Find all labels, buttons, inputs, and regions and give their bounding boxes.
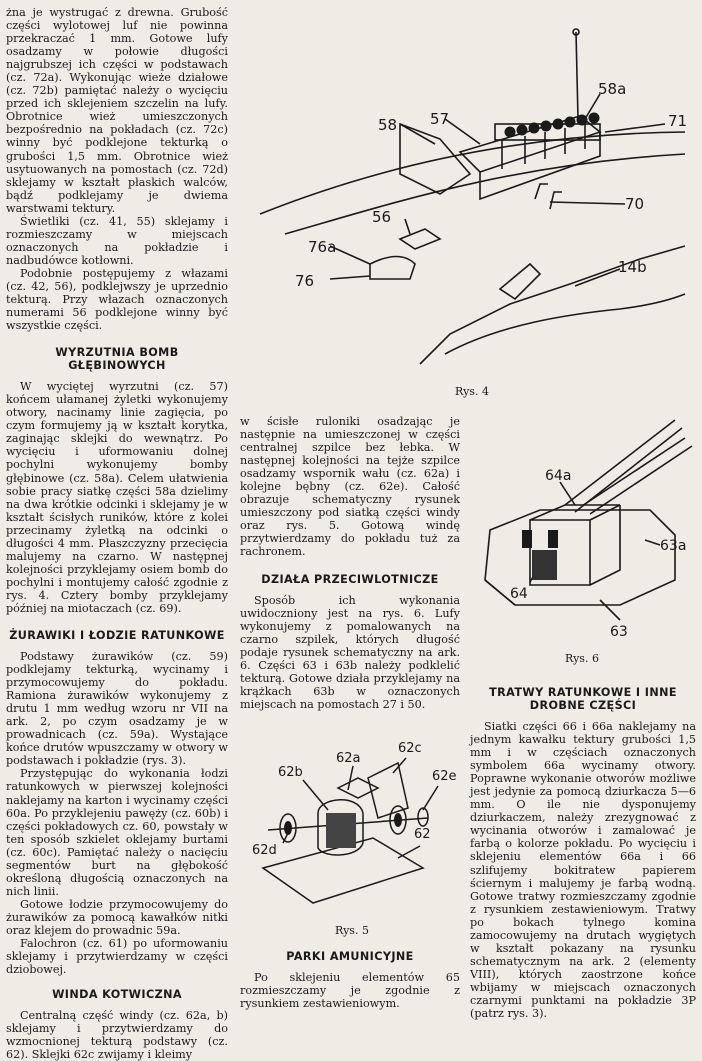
- paragraph: W wyciętej wyrzutni (cz. 57) końcem ułamanej żyletki wykonujemy otwory, nacinamy linie zagięcia, po czym formujemy ją w kształt korytka, zaginając sklejki do wewnątrz. Po wycięciu i uformowaniu dolnej pochylni wykonujemy bomby głębinowe (cz. 58a). Celem ułatwienia sobie pracy siatkę części 58a dzielimy na dwa krótkie odcinki i sklejamy je w kształt ścisłych runików, które z kolei przecinamy żyletką na odcinki o długości 4 mm. Płaszczyzny przecięcia malujemy na czarno. W następnej kolejności przyklejamy osiem bomb do pochylni i montujemy całość zgodnie z rys. 4. Cztery bomby przyklejamy później na miotaczach (cz. 69).: [6, 380, 228, 615]
- paragraph: w ścisłe ruloniki osadzając je następnie na umieszczonej w części centralnej szpilce bez łebka. W następnej kolejności na tejże szpilce osadzamy wspornik wału (cz. 62a) i kolejne bębny (cz. 62e). Całość obrazuje schematyczny rysunek umieszczony pod siatką części windy oraz rys. 5. Gotową windę przytwierdzamy do pokładu tuż za rachronem.: [240, 415, 460, 559]
- fig4-label-76: 76: [295, 272, 315, 290]
- paragraph: Falochron (cz. 61) po uformowaniu sklejamy i przytwierdzamy w części dziobowej.: [6, 937, 228, 977]
- fig4-label-14b: 14b: [618, 258, 647, 276]
- fig5-label-62d: 62d: [252, 843, 277, 858]
- hull-line: [260, 132, 685, 214]
- paragraph: Po sklejeniu elementów 65 rozmieszczamy je zgodnie z rysunkiem zestawieniowym.: [240, 971, 460, 1011]
- fig4-label-58: 58: [378, 116, 398, 134]
- fig5-label-62e: 62e: [432, 769, 457, 784]
- fig6-label-64a: 64a: [545, 468, 572, 484]
- paragraph: Sposób ich wykonania uwidoczniony jest na rys. 6. Lufy wykonujemy z pomalowanych na czarno szpilek, których długość podaje rysunek schematyczny na ark. 6. Części 63 i 63b należy podklelić tekturą. Gotowe działa przyklejamy na krążkach 63b w oznaczonych miejscach na pomostach 27 i 50.: [240, 593, 460, 711]
- figure-4-caption: Rys. 4: [455, 385, 489, 398]
- section-heading-bombs: WYRZUTNIA BOMB GŁĘBINOWYCH: [55, 346, 179, 373]
- figure-4: [240, 24, 700, 369]
- paragraph: Gotowe łodzie przymocowujemy do żurawików za pomocą kawałków nitki oraz klejem do prowadnic 59a.: [6, 897, 228, 937]
- fig4-label-56: 56: [372, 208, 392, 226]
- fig6-label-64: 64: [510, 586, 528, 602]
- fig4-label-70: 70: [625, 195, 645, 213]
- figure-6: [470, 410, 700, 650]
- figure-4-drawing: [240, 24, 700, 369]
- column-left: [6, 6, 228, 1061]
- section-heading-cranes: ŻURAWIKI I ŁODZIE RATUNKOWE: [9, 629, 225, 643]
- section-heading-aa-guns: DZIAŁA PRZECIWLOTNICZE: [261, 572, 439, 586]
- paragraph: Przystępując do wykonania łodzi ratunkowych w pierwszej kolejności naklejamy na karton i wycinamy części 60a. Po przyklejeniu pawęży (cz. 60b) i części pokładowych cz. 60, powstały w ten sposób szkielet oklejamy burtami (cz. 60c). Pamiętać należy o nacięciu segmentów burt na głębokość określoną długością oznaczonych na nich linii.: [6, 767, 228, 898]
- fig5-label-62: 62: [414, 827, 431, 842]
- figure-5: [248, 718, 458, 918]
- fig5-label-62b: 62b: [278, 765, 303, 780]
- column-right: [470, 686, 696, 1020]
- fig5-label-62a: 62a: [336, 751, 361, 766]
- fig5-label-62c: 62c: [398, 741, 422, 756]
- figure-5-drawing: [248, 718, 458, 918]
- figure-5-caption: Rys. 5: [335, 924, 369, 937]
- column-middle: [240, 415, 460, 711]
- fig4-label-71: 71: [668, 112, 688, 130]
- fig4-label-58a: 58a: [598, 80, 627, 98]
- section-heading-rafts: TRATWY RATUNKOWE I INNE DROBNE CZĘŚCI: [489, 686, 677, 712]
- paragraph: Podobnie postępujemy z włazami (cz. 42, 56), podklejwszy je uprzednio tekturą. Przy włazach oznaczonych numerami 56 podklejone winny być wszystkie części.: [6, 266, 228, 333]
- fig4-label-57: 57: [430, 110, 450, 128]
- fig6-label-63a: 63a: [660, 538, 687, 554]
- section-heading-windlass: WINDA KOTWICZNA: [52, 988, 182, 1002]
- paragraph: Centralną część windy (cz. 62a, b) sklejamy i przytwierdzamy do wzmocnionej tekturą podstawy (cz. 62). Sklejki 62c zwijamy i kleimy: [6, 1009, 228, 1061]
- section-heading-ammo: PARKI AMUNICYJNE: [286, 950, 414, 963]
- paragraph: Podstawy żurawików (cz. 59) podklejamy tekturką, wycinamy i przymocowujemy do pokładu. Ramiona żurawików wykonujemy z drutu 1 mm według wzoru nr VII na ark. 2, po czym osadzamy je w prowadnicach (cz. 59a). Wystające końce drutów wpuszczamy w otwory w podstawach i pokładzie (rys. 3).: [6, 650, 228, 768]
- paragraph: żna je wystrugać z drewna. Grubość części wylotowej luf nie powinna przekraczać 1 mm. Gotowe lufy osadzamy w połowie długości najgrubszej ich części w podstawach (cz. 72a). Wykonując wieże działowe (cz. 72b) pamiętać należy o wycięciu przed ich sklejeniem szczelin na lufy. Obrotnice wież umieszczonych bezpośrednio na pokładach (cz. 72c) winny być podklejone tekturką o grubości 1,5 mm. Obrotnice wież usytuowanych na pomostach (cz. 72d) sklejamy w kształt płaskich walców, bądź podklejamy je dwiema warstwami tektury.: [6, 6, 228, 215]
- paragraph: Świetliki (cz. 41, 55) sklejamy i rozmieszczamy w miejscach oznaczonych na pokładzie i nadbudówce kotłowni.: [6, 214, 228, 267]
- fig4-label-76a: 76a: [308, 238, 337, 256]
- paragraph: Siatki części 66 i 66a naklejamy na jednym kawałku tektury grubości 1,5 mm i w częściach oznaczonych symbolem 66a wycinamy otwory. Poprawne wykonanie otworów możliwe jest jedynie za pomocą dziurkacza 5—6 mm. O ile nie dysponujemy dziurkaczem, należy zrezygnować z wycinania otworów i zamalować je farbą o kolorze pokładu. Po wycięciu i sklejeniu elementów 66a i 66 szlifujemy bokitratew papierem ściernym i malujemy je farbą wodną. Gotowe tratwy rozmieszczamy zgodnie z rysunkiem zestawieniowym. Tratwy po bokach tylnego komina zamocowujemy na drutach wygiętych w kształt pokazany na rysunku schematycznym na ark. 2 (elementy VIII), których zaostrzone końce wbijamy w miejscach oznaczonych czarnymi punktami na pokładzie 3P (patrz rys. 3).: [470, 720, 696, 1021]
- fig6-label-63: 63: [610, 624, 628, 640]
- column-middle-bottom: [240, 950, 460, 1010]
- figure-6-caption: Rys. 6: [565, 652, 599, 665]
- figure-6-drawing: [470, 410, 700, 650]
